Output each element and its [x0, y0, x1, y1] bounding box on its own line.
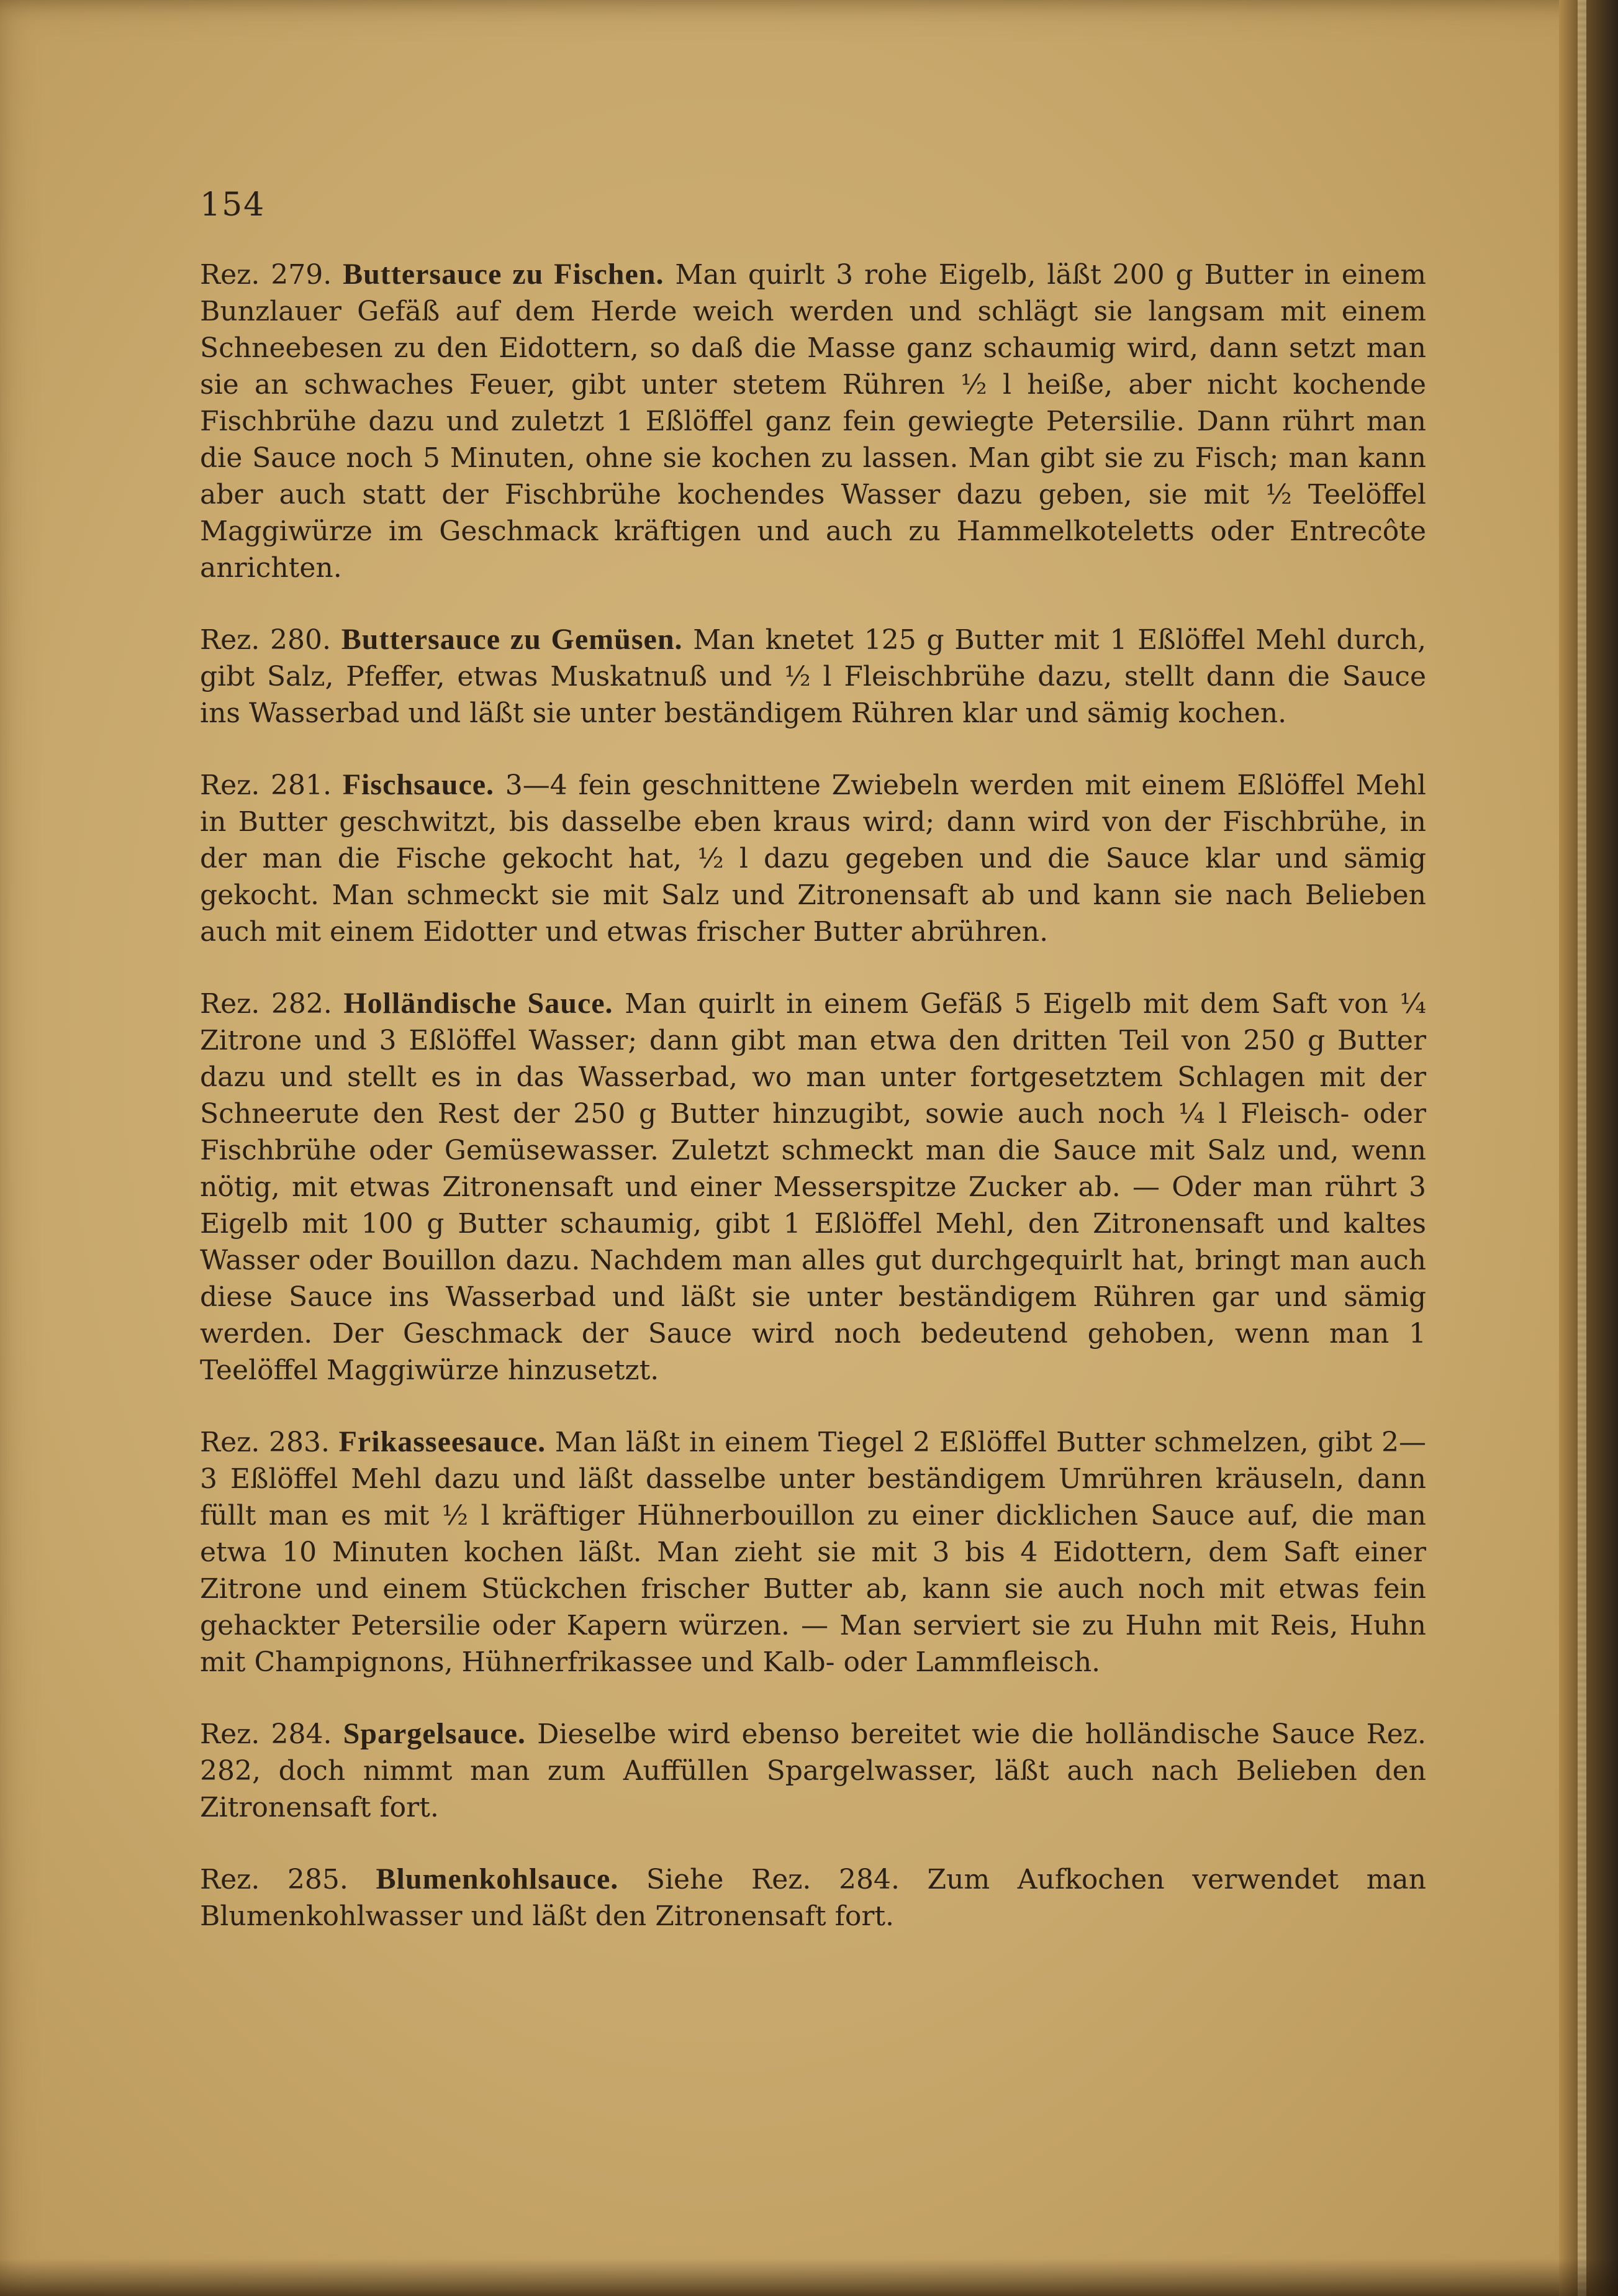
recipe-283 — [200, 1423, 1426, 1681]
recipe-number: Rez. 284. — [200, 1718, 332, 1750]
recipe-284 — [200, 1715, 1426, 1826]
recipe-body: Man knetet 125 g Butter mit 1 Eßlöffel Mehl durch, gibt Salz, Pfeffer, etwas Muskatnuß und ½ l Fleischbrühe dazu, stellt dann die Sauce ins Wasserbad und läßt sie unter beständigem Rühren klar und sämig kochen. — [200, 624, 1426, 729]
recipe-title: Holländische Sauce. — [343, 987, 613, 1020]
recipe-title: Buttersauce zu Gemüsen. — [341, 623, 683, 656]
recipe-body: Siehe Rez. 284. Zum Aufkochen verwendet man Blumenkohlwasser und läßt den Zitronensaft fort. — [200, 1864, 1426, 1932]
recipe-281 — [200, 766, 1426, 950]
recipe-body: 3—4 fein geschnittene Zwiebeln werden mit einem Eßlöffel Mehl in Butter geschwitzt, bis dasselbe eben kraus wird; dann wird von der Fischbrühe, in der man die Fische gekocht hat, ½ l dazu gegeben und die Sauce klar und sämig gekocht. Man schmeckt sie mit Salz und Zitronensaft ab und kann sie nach Belieben auch mit einem Eidotter und etwas frischer Butter abrühren. — [200, 769, 1426, 948]
recipe-number: Rez. 285. — [200, 1864, 348, 1895]
page-number: 154 — [200, 186, 266, 224]
recipe-title: Spargelsauce. — [343, 1717, 526, 1750]
recipe-title: Buttersauce zu Fischen. — [343, 258, 664, 291]
recipe-body: Dieselbe wird ebenso bereitet wie die holländische Sauce Rez. 282, doch nimmt man zum Auffüllen Spargelwasser, läßt auch nach Belieben den Zitronensaft fort. — [200, 1718, 1426, 1823]
recipe-body: Man läßt in einem Tiegel 2 Eßlöffel Butter schmelzen, gibt 2—3 Eßlöffel Mehl dazu und läßt dasselbe unter beständigem Umrühren kräuseln, dann füllt man es mit ½ l kräftiger Hühnerbouillon zu einer dicklichen Sauce auf, die man etwa 10 Minuten kochen läßt. Man zieht sie mit 3 bis 4 Eidottern, dem Saft einer Zitrone und einem Stückchen frischer Butter ab, kann sie auch noch mit etwas fein gehackter Petersilie oder Kapern würzen. — Man serviert sie zu Huhn mit Reis, Huhn mit Champignons, Hühnerfrikassee und Kalb- oder Lammfleisch. — [200, 1427, 1426, 1678]
recipe-282 — [200, 985, 1426, 1389]
recipe-body: Man quirlt 3 rohe Eigelb, läßt 200 g Butter in einem Bunzlauer Gefäß auf dem Herde weich werden und schlägt sie langsam mit einem Schneebesen zu den Eidottern, so daß die Masse ganz schaumig wird, dann setzt man sie an schwaches Feuer, gibt unter stetem Rühren ½ l heiße, aber nicht kochende Fischbrühe dazu und zuletzt 1 Eßlöffel ganz fein gewiegte Petersilie. Dann rührt man die Sauce noch 5 Minuten, ohne sie kochen zu lassen. Man gibt sie zu Fisch; man kann aber auch statt der Fischbrühe kochendes Wasser dazu geben, sie mit ½ Teelöffel Maggiwürze im Geschmack kräftigen und auch zu Hammelkoteletts oder Entrecôte anrichten. — [200, 259, 1426, 584]
recipe-title: Blumenkohlsauce. — [376, 1863, 619, 1895]
page-bottom-shadow — [0, 2259, 1618, 2296]
recipe-title: Frikasseesauce. — [338, 1425, 546, 1458]
recipe-285 — [200, 1861, 1426, 1935]
recipe-number: Rez. 280. — [200, 624, 332, 656]
recipe-number: Rez. 279. — [200, 259, 332, 291]
recipe-number: Rez. 283. — [200, 1427, 330, 1458]
recipe-number: Rez. 282. — [200, 988, 332, 1020]
recipe-279 — [200, 256, 1426, 586]
recipe-title: Fischsauce. — [342, 768, 495, 801]
recipe-number: Rez. 281. — [200, 769, 332, 801]
page-content — [200, 186, 1426, 1969]
book-spine-edge — [1559, 0, 1618, 2296]
page-edges — [1578, 0, 1586, 2296]
recipe-280 — [200, 621, 1426, 732]
recipe-body: Man quirlt in einem Gefäß 5 Eigelb mit dem Saft von ¼ Zitrone und 3 Eßlöffel Wasser; dann gibt man etwa den dritten Teil von 250 g Butter dazu und stellt es in das Wasserbad, wo man unter fortgesetztem Schlagen mit der Schneerute den Rest der 250 g Butter hinzugibt, sowie auch noch ¼ l Fleisch- oder Fischbrühe oder Gemüsewasser. Zuletzt schmeckt man die Sauce mit Salz und, wenn nötig, mit etwas Zitronensaft und einer Messerspitze Zucker ab. — Oder man rührt 3 Eigelb mit 100 g Butter schaumig, gibt 1 Eßlöffel Mehl, den Zitronensaft und kaltes Wasser oder Bouillon dazu. Nachdem man alles gut durchgequirlt hat, bringt man auch diese Sauce ins Wasserbad und läßt sie unter beständigem Rühren gar und sämig werden. Der Geschmack der Sauce wird noch bedeutend gehoben, wenn man 1 Teelöffel Maggiwürze hinzusetzt. — [200, 988, 1426, 1386]
